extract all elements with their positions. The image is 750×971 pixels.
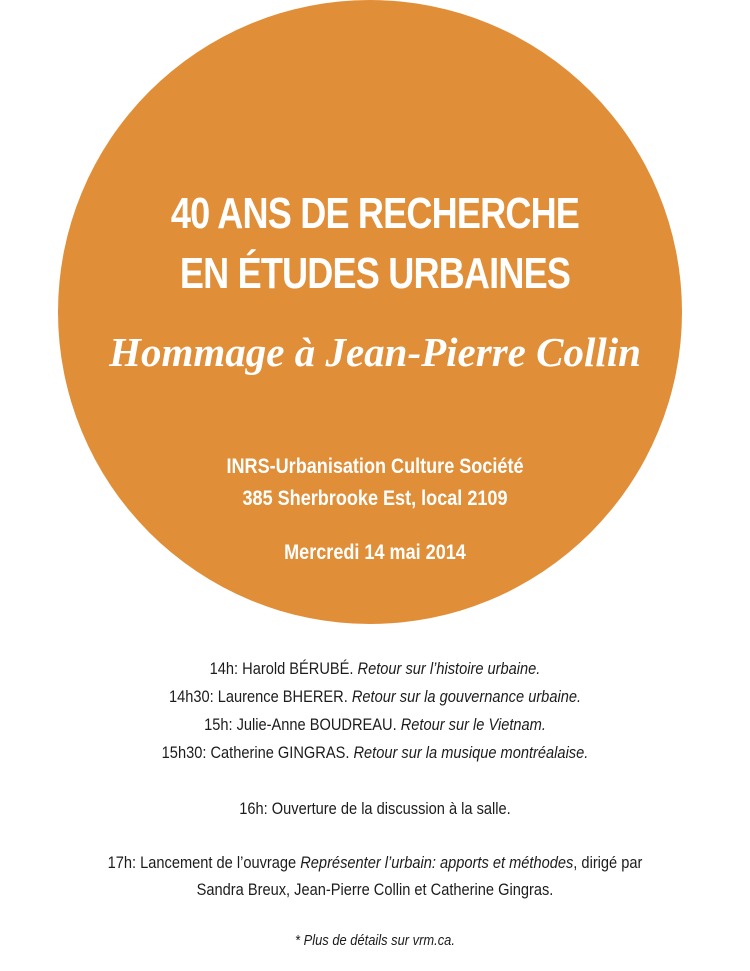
book-editors: Sandra Breux, Jean-Pierre Collin et Catherine Gingras. [196,880,554,899]
talk-time-speaker: 15h30: Catherine GINGRAS. [161,743,350,762]
event-date: Mercredi 14 mai 2014 [284,541,466,564]
talk-topic: Retour sur la gouvernance urbaine. [351,687,582,706]
discussion-item: 16h: Ouverture de la discussion à la salle. [239,799,511,818]
schedule-item [53,713,698,737]
book-launch-item [53,851,698,875]
footnote: * Plus de détails sur vrm.ca. [295,932,455,949]
talk-topic: Retour sur la musique montréalaise. [353,743,589,762]
venue-name: INRS-Urbanisation Culture Société [226,455,524,478]
launch-prefix: 17h: Lancement de l’ouvrage [107,853,297,872]
schedule-item [53,741,698,765]
talk-topic: Retour sur le Vietnam. [400,715,546,734]
schedule-item [53,657,698,681]
schedule-item [53,685,698,709]
venue-address: 385 Sherbrooke Est, local 2109 [242,487,508,510]
book-title: Représenter l’urbain: apports et méthodes [300,853,574,872]
talk-time-speaker: 15h: Julie-Anne BOUDREAU. [204,715,397,734]
talk-time-speaker: 14h: Harold BÉRUBÉ. [209,659,354,678]
subtitle: Hommage à Jean-Pierre Collin [109,329,641,375]
title-line-1: 40 ANS DE RECHERCHE [170,189,580,238]
title-line-2: EN ÉTUDES URBAINES [179,249,571,298]
talk-time-speaker: 14h30: Laurence BHERER. [168,687,348,706]
talk-topic: Retour sur l’histoire urbaine. [357,659,541,678]
launch-suffix: , dirigé par [573,853,643,872]
